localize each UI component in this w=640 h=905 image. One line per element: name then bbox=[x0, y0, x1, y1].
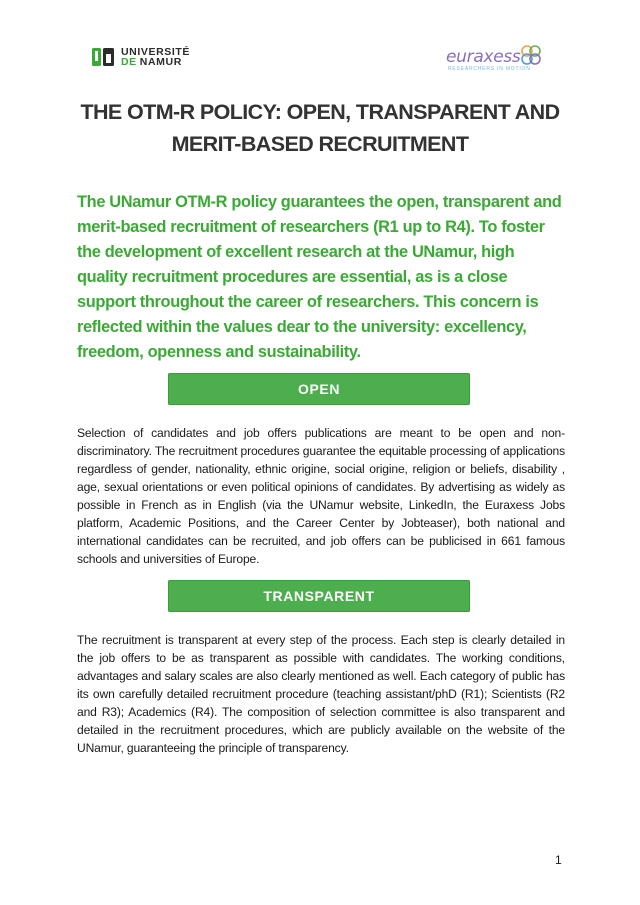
euraxess-logo bbox=[446, 41, 546, 73]
unamur-mark-icon bbox=[92, 46, 114, 68]
euraxess-rings-icon bbox=[520, 43, 546, 67]
page-title-line2: MERIT-BASED RECRUITMENT bbox=[171, 132, 469, 156]
section-banner-transparent: TRANSPARENT bbox=[168, 580, 470, 612]
intro-paragraph: The UNamur OTM-R policy guarantees the open, transparent and merit-based recruitment of researchers (R1 up to R4). To foster the development of excellent research at the UNamur, high quality recruitment procedures are essential, as is a close support throughout the career of researchers. This concern is reflected within the values dear to the university: excellency, freedom, openness and sustainability. bbox=[77, 193, 562, 361]
section-body-transparent: The recruitment is transparent at every step of the process. Each step is clearly detailed in the job offers to be as transparent as possible with candidates. The working conditions, advantages and salary scales are also clearly mentioned as well. Each category of public has its own carefully detailed recruitment procedure (teaching assistant/phD (R1); Scientists (R2 and R3); Academics (R4). The composition of selection committee is also transparent and detailed in the recruitment procedures, which are publicly available on the website of the UNamur, guaranteeing the principle of transparency. bbox=[77, 633, 565, 755]
page-title-line1: THE OTM-R POLICY: OPEN, TRANSPARENT AND bbox=[80, 100, 560, 124]
unamur-logo bbox=[92, 46, 190, 68]
unamur-logo-de: DE bbox=[121, 56, 137, 68]
section-body-open: Selection of candidates and job offers publications are meant to be open and non-discriminatory. The recruitment procedures guarantee the equitable processing of applications regardless of gender, nationality, ethnic origine, social origine, religion or beliefs, disability , age, sexual orientations or even political opinions of candidates. By advertising as widely as possible in French as in English (via the UNamur website, LinkedIn, the Euraxess Jobs platform, Academic Positions, and the Career Center by Jobteaser), both national and international candidates can be recruited, and job offers can be publicised in 661 famous schools and universities of Europe. bbox=[77, 426, 565, 566]
page-title bbox=[60, 96, 580, 160]
unamur-logo-line1: UNIVERSITÉ bbox=[121, 46, 191, 58]
euraxess-wordmark: euraxess bbox=[446, 47, 521, 67]
page-number: 1 bbox=[555, 853, 562, 867]
unamur-logo-namur: NAMUR bbox=[139, 56, 182, 68]
section-banner-open: OPEN bbox=[168, 373, 470, 405]
euraxess-tagline: RESEARCHERS IN MOTION bbox=[448, 66, 531, 72]
